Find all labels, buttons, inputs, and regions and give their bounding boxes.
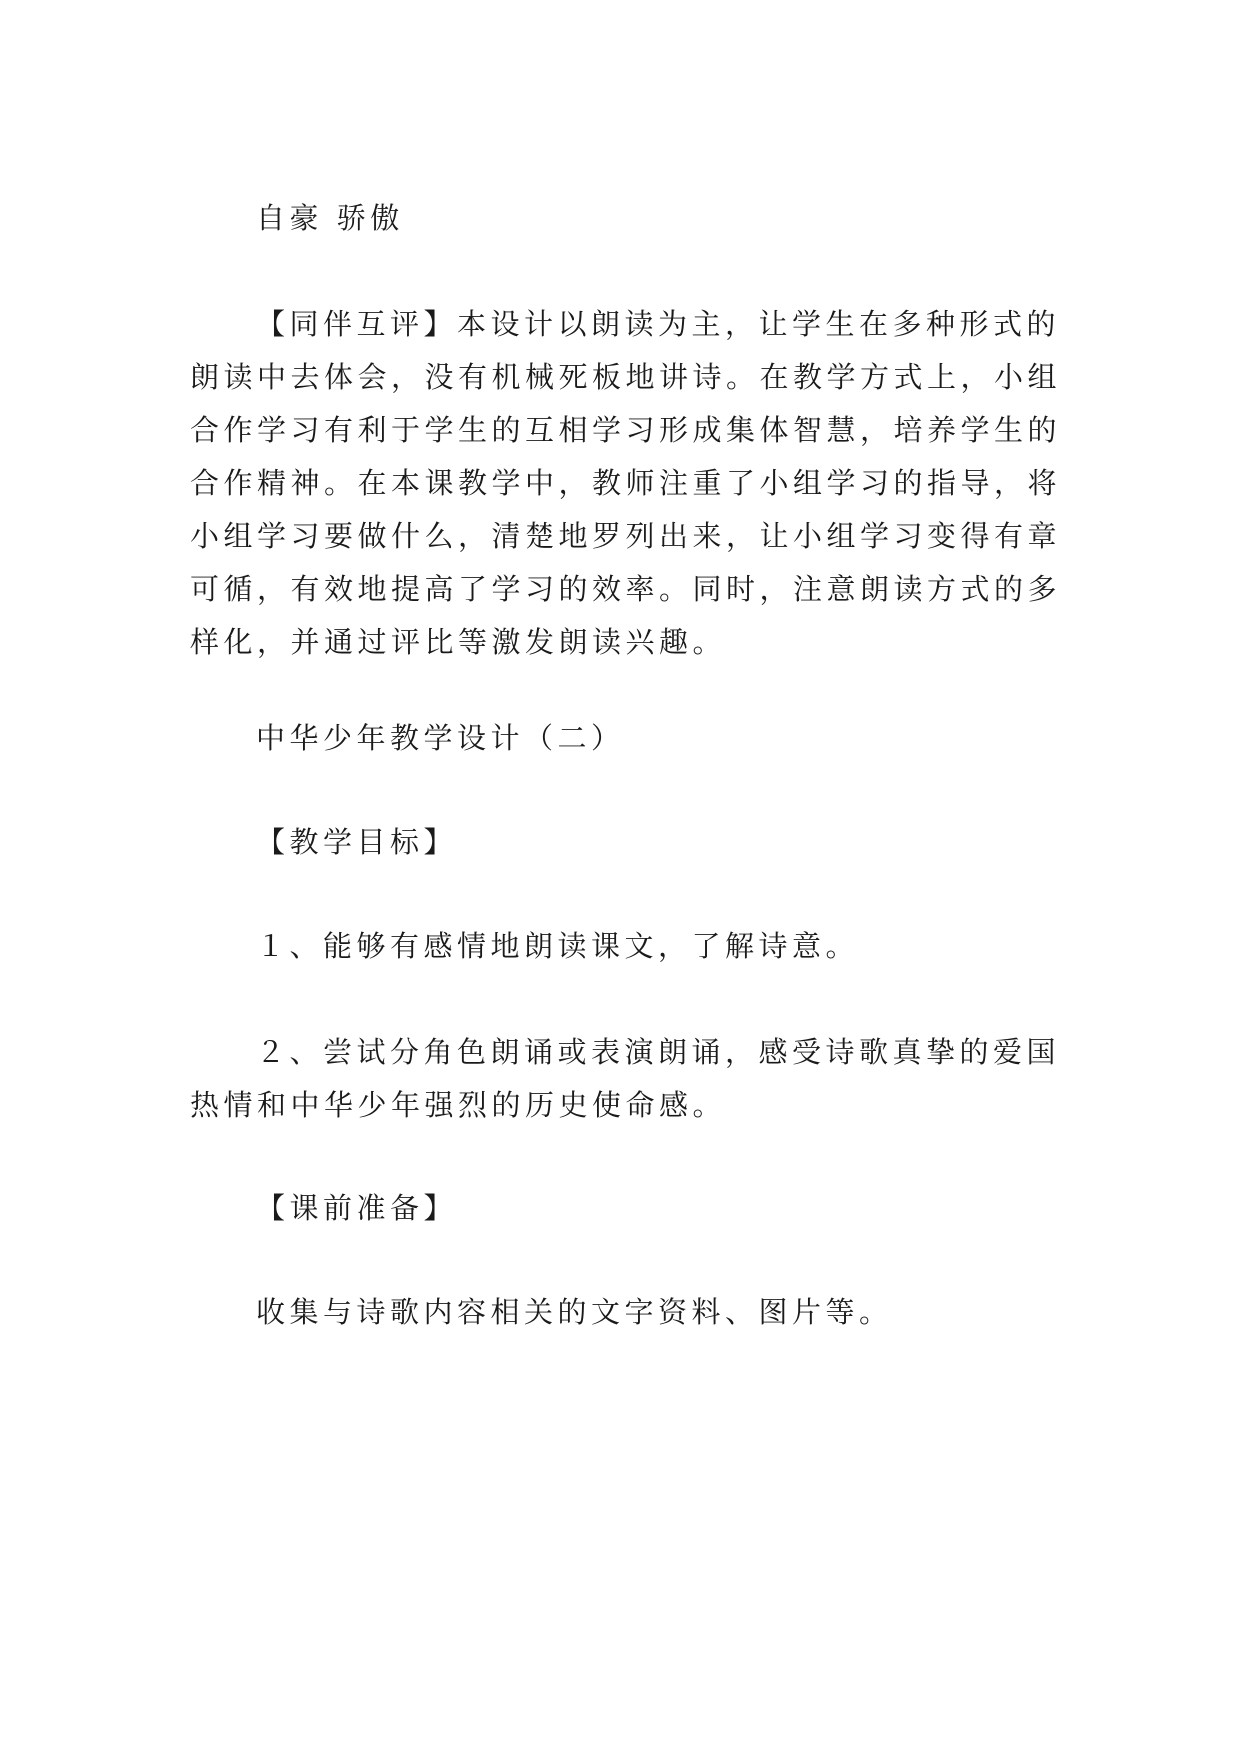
heading-teaching-goals xyxy=(190,816,1056,869)
text-line: 样化，并通过评比等激发朗读兴趣。 xyxy=(190,625,727,659)
text-line: ２、尝试分角色朗诵或表演朗诵，感受诗歌真挚的爱国 xyxy=(256,1035,1061,1069)
text-line: 【教学目标】 xyxy=(256,825,458,859)
text-line: 合作精神。在本课教学中，教师注重了小组学习的指导，将 xyxy=(190,466,1062,500)
preparation-text xyxy=(190,1286,1056,1339)
text-line: １、能够有感情地朗读课文，了解诗意。 xyxy=(256,929,860,963)
text-line: 收集与诗歌内容相关的文字资料、图片等。 xyxy=(256,1295,893,1329)
goal-item-2 xyxy=(190,1026,1061,1132)
text-line: 合作学习有利于学生的互相学习形成集体智慧，培养学生的 xyxy=(190,413,1062,447)
section-title xyxy=(190,712,1056,765)
text-line: 中华少年教学设计（二） xyxy=(256,721,625,755)
paragraph-vocabulary xyxy=(190,192,1056,245)
goal-item-1 xyxy=(190,920,1056,973)
text-line: 小组学习要做什么，清楚地罗列出来，让小组学习变得有章 xyxy=(190,519,1062,553)
text-line: 自豪 骄傲 xyxy=(256,201,404,235)
text-line: 热情和中华少年强烈的历史使命感。 xyxy=(190,1088,727,1122)
text-line: 【同伴互评】本设计以朗读为主，让学生在多种形式的 xyxy=(256,307,1061,341)
text-line: 【课前准备】 xyxy=(256,1191,458,1225)
text-line: 可循，有效地提高了学习的效率。同时，注意朗读方式的多 xyxy=(190,572,1062,606)
text-line: 朗读中去体会，没有机械死板地讲诗。在教学方式上，小组 xyxy=(190,360,1062,394)
heading-preparation xyxy=(190,1182,1056,1235)
paragraph-peer-review xyxy=(190,298,1062,669)
